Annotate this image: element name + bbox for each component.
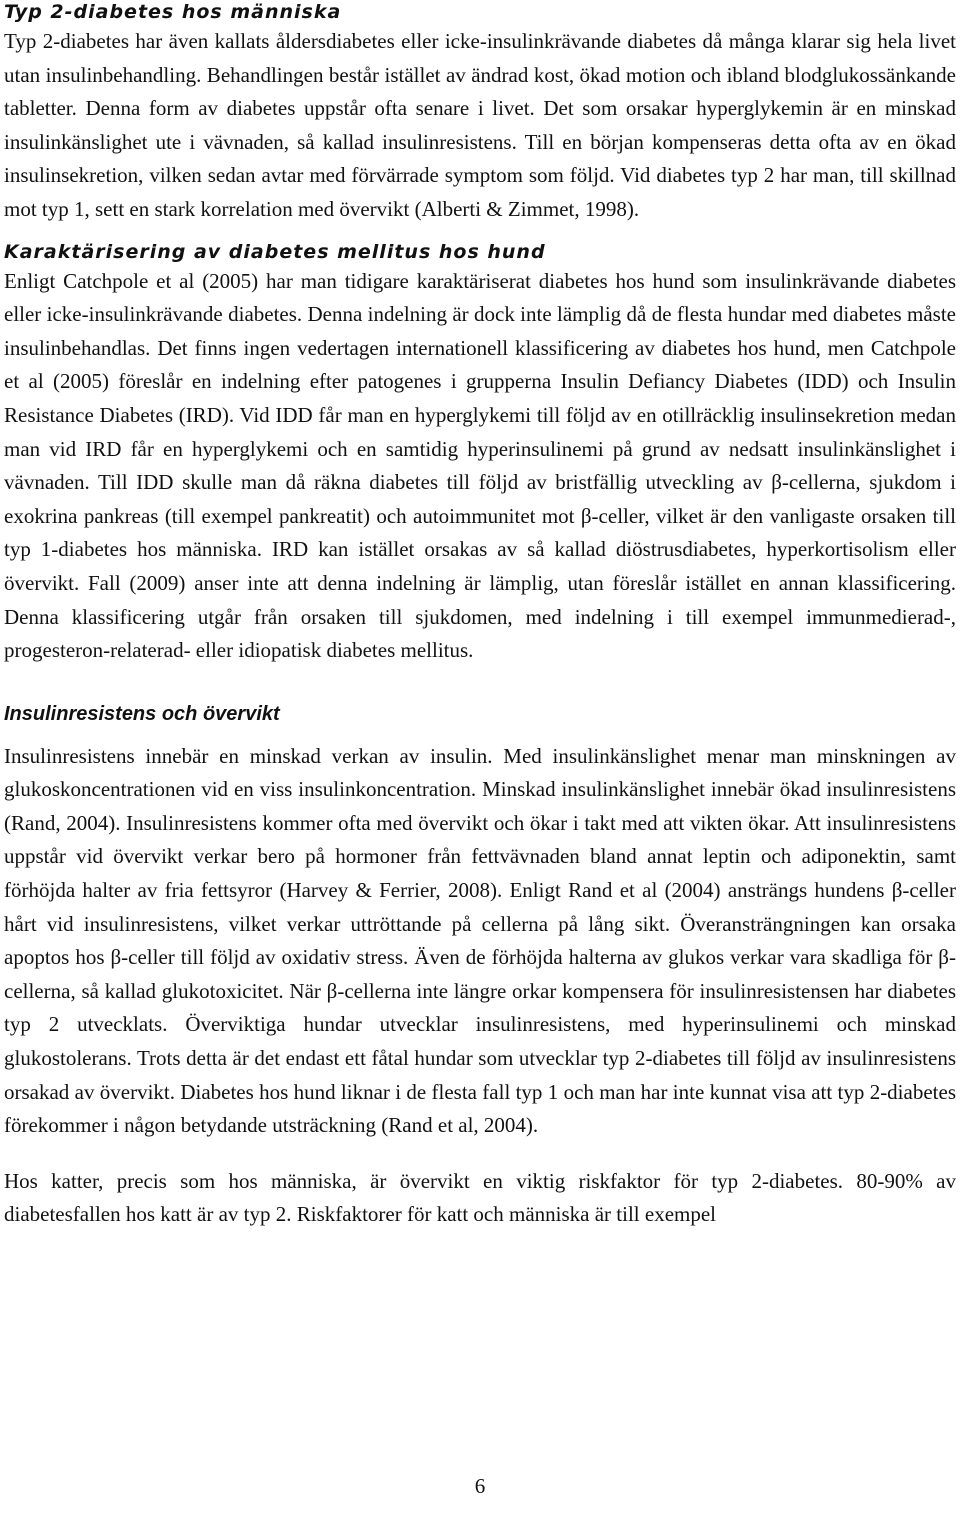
page-number: 6 <box>474 1474 486 1498</box>
paragraph-karakterisering: Enligt Catchpole et al (2005) har man tidigare karaktäriserat diabetes hos hund som insulinkrävande diabetes eller icke-insulinkrävande diabetes. Denna indelning är dock inte lämplig då de flesta hundar med diabetes måste insulinbehandlas. Det finns ingen vedertagen internationell klassificering av diabetes hos hund, men Catchpole et al (2005) föreslår en indelning efter patogenes i grupperna Insulin Defiancy Diabetes (IDD) och Insulin Resistance Diabetes (IRD). Vid IDD får man en hyperglykemi till följd av en otillräcklig insulinsekretion medan man vid IRD får en hyperglykemi och en samtidig hyperinsulinemi på grund av nedsatt insulinkänslighet i vävnaden. Till IDD skulle man då räkna diabetes till följd av bristfällig utveckling av β-cellerna, sjukdom i exokrina pankreas (till exempel pankreatit) och autoimmunitet mot β-celler, vilket är den vanligaste orsaken till typ 1-diabetes hos människa. IRD kan istället orsakas av så kallad diöstrusdiabetes, hyperkortisolism eller övervikt. Fall (2009) anser inte att denna indelning är lämplig, utan föreslår istället en annan klassificering. Denna klassificering utgår från orsaken till sjukdomen, med indelning i till exempel immunmedierad-, progesteron-relaterad- eller idiopatisk diabetes mellitus. <box>4 268 956 663</box>
paragraph-katter: Hos katter, precis som hos människa, är övervikt en viktig riskfaktor för typ 2-diabetes. 80-90% av diabetesfallen hos katt är av typ 2. Riskfaktorer för katt och människa är till exempel <box>4 1168 956 1227</box>
paragraph-typ2-diabetes: Typ 2-diabetes har även kallats åldersdiabetes eller icke-insulinkrävande diabetes då många klarar sig hela livet utan insulinbehandling. Behandlingen består istället av ändrad kost, ökad motion och ibland blodglukossänkande tabletter. Denna form av diabetes uppstår ofta senare i livet. Det som orsakar hyperglykemin är en minskad insulinkänslighet ute i vävnaden, så kallad insulinresistens. Till en början kompenseras detta ofta av en ökad insulinsekretion, vilken sedan avtar med förvärrade symptom som följd. Vid diabetes typ 2 har man, till skillnad mot typ 1, sett en stark korrelation med övervikt (Alberti & Zimmet, 1998). <box>4 29 956 221</box>
heading-insulinresistens: Insulinresistens och övervikt <box>4 702 280 725</box>
heading-karakterisering: Karaktärisering av diabetes mellitus hos hund <box>4 240 546 263</box>
paragraph-insulinresistens: Insulinresistens innebär en minskad verkan av insulin. Med insulinkänslighet menar man minskningen av glukoskoncentrationen vid en viss insulinkoncentration. Minskad insulinkänslighet innebär ökad insulinresistens (Rand, 2004). Insulinresistens kommer ofta med övervikt och ökar i takt med att vikten ökar. Att insulinresistens uppstår vid övervikt verkar bero på hormoner från fettvävnaden bland annat leptin och adiponektin, samt förhöjda halter av fria fettsyror (Harvey & Ferrier, 2008). Enligt Rand et al (2004) ansträngs hundens β-celler hårt vid insulinresistens, vilket verkar uttröttande på cellerna på lång sikt. Överansträngningen kan orsaka apoptos hos β-celler till följd av oxidativ stress. Även de förhöjda halterna av glukos verkar vara skadliga för β-cellerna, så kallad glukotoxicitet. När β-cellerna inte längre orkar kompensera för insulinresistensen har diabetes typ 2 utvecklats. Överviktiga hundar utvecklar insulinresistens, med hyperinsulinemi och minskad glukostolerans. Trots detta är det endast ett fåtal hundar som utvecklar typ 2-diabetes till följd av insulinresistens orsakad av övervikt. Diabetes hos hund liknar i de flesta fall typ 1 och man har inte kunnat visa att typ 2-diabetes förekommer i någon betydande utsträckning (Rand et al, 2004). <box>4 743 956 1138</box>
heading-typ2-diabetes: Typ 2-diabetes hos människa <box>4 1 342 23</box>
